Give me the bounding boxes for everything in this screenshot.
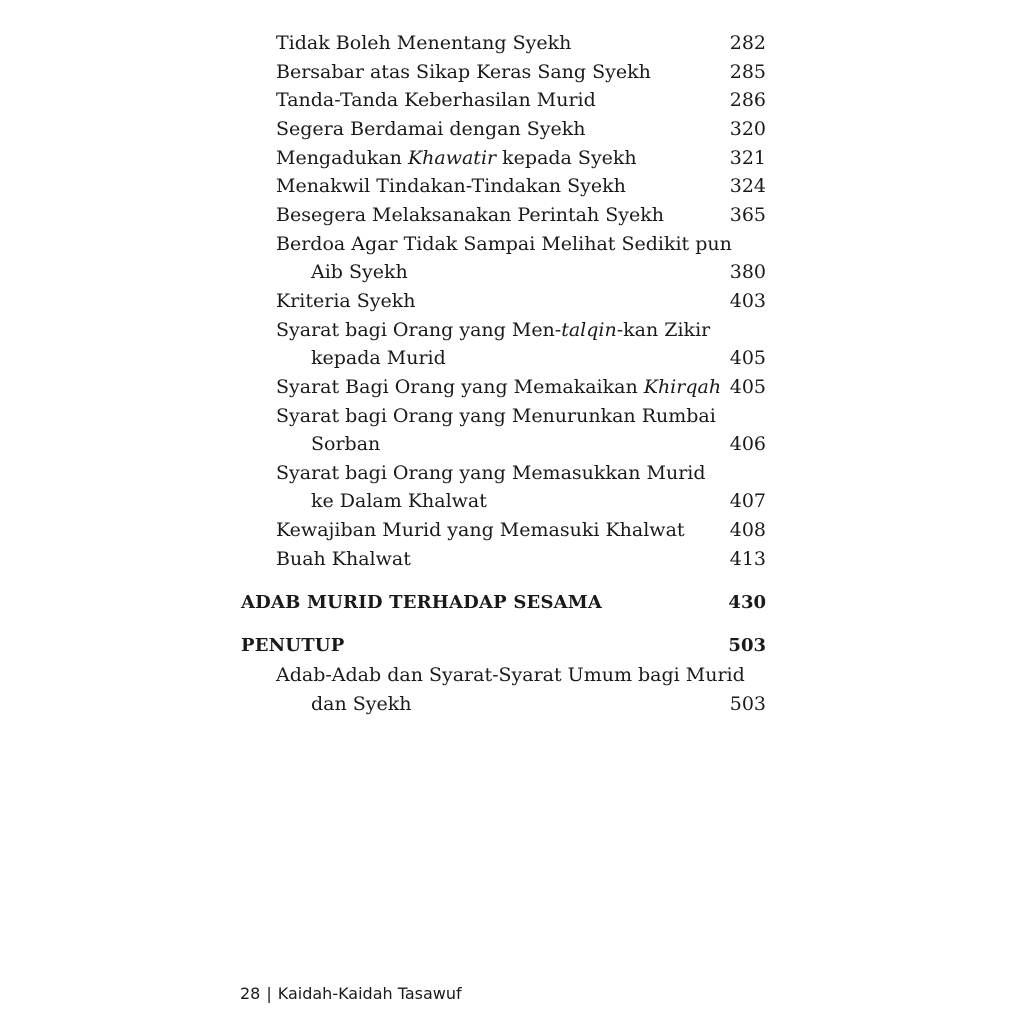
toc-entry-page: 403 (729, 290, 766, 312)
toc-entry-text: Syarat Bagi Orang yang Memakaikan (276, 376, 644, 398)
toc-entry-page: 282 (729, 32, 766, 54)
toc-entry-title (276, 373, 721, 401)
footer-separator: | (266, 984, 272, 1003)
toc-entry-text: Syarat bagi Orang yang Men- (276, 319, 562, 341)
toc-entry-page: 324 (729, 175, 766, 197)
toc-entry-title: Kewajiban Murid yang Memasuki Khalwat (276, 519, 685, 541)
toc-entry-page: 405 (729, 376, 766, 398)
toc-entry-continuation: dan Syekh (311, 693, 412, 715)
toc-entry-continuation: kepada Murid (311, 347, 446, 369)
toc-entry-page: 407 (729, 490, 766, 512)
toc-entry-title: Bersabar atas Sikap Keras Sang Syekh (276, 61, 651, 83)
toc-entry-title: Syarat bagi Orang yang Menurunkan Rumbai (276, 405, 716, 427)
toc-entry-title: Segera Berdamai dengan Syekh (276, 118, 586, 140)
toc-entry-title: Berdoa Agar Tidak Sampai Melihat Sedikit pun (276, 233, 732, 255)
toc-entry-title (276, 316, 710, 344)
toc-entry-title: Besegera Melaksanakan Perintah Syekh (276, 204, 664, 226)
toc-entry-title: Tidak Boleh Menentang Syekh (276, 32, 572, 54)
toc-entry-italic-term: Khirqah (643, 376, 722, 398)
toc-entry-title: Kriteria Syekh (276, 290, 416, 312)
toc-entry-page: 408 (729, 519, 766, 541)
toc-section-heading: PENUTUP (241, 635, 345, 656)
toc-entry-page: 286 (729, 89, 766, 111)
toc-entry-title (276, 144, 637, 172)
toc-entry-continuation: Sorban (311, 433, 381, 455)
toc-entry-text: kepada Syekh (496, 147, 637, 169)
toc-entry-text: -kan Zikir (616, 319, 711, 341)
toc-entry-continuation: Aib Syekh (311, 261, 408, 283)
toc-section-heading: ADAB MURID TERHADAP SESAMA (241, 592, 603, 613)
toc-entry-continuation: ke Dalam Khalwat (311, 490, 487, 512)
toc-entry-page: 321 (729, 147, 766, 169)
page-footer (240, 982, 462, 1006)
footer-book-title: Kaidah-Kaidah Tasawuf (277, 984, 462, 1003)
toc-entry-italic-term: Khawatir (407, 147, 497, 169)
toc-entry-page: 320 (729, 118, 766, 140)
toc-section-page: 503 (728, 635, 766, 656)
toc-entry-title: Adab-Adab dan Syarat-Syarat Umum bagi Murid (276, 664, 745, 686)
toc-entry-title: Buah Khalwat (276, 548, 411, 570)
toc-entry-text: Mengadukan (276, 147, 408, 169)
toc-entry-page: 503 (729, 693, 766, 715)
toc-entry-title: Tanda-Tanda Keberhasilan Murid (276, 89, 596, 111)
footer-page-number: 28 (240, 984, 261, 1003)
toc-entry-page: 406 (729, 433, 766, 455)
toc-entry-page: 365 (729, 204, 766, 226)
toc-entry-title: Menakwil Tindakan-Tindakan Syekh (276, 175, 626, 197)
toc-entry-page: 413 (729, 548, 766, 570)
toc-entry-italic-term: talqin (561, 319, 617, 341)
toc-entry-page: 380 (729, 261, 766, 283)
toc-section-page: 430 (728, 592, 766, 613)
toc-entry-page: 285 (729, 61, 766, 83)
toc-entry-title: Syarat bagi Orang yang Memasukkan Murid (276, 462, 706, 484)
toc-entry-page: 405 (729, 347, 766, 369)
